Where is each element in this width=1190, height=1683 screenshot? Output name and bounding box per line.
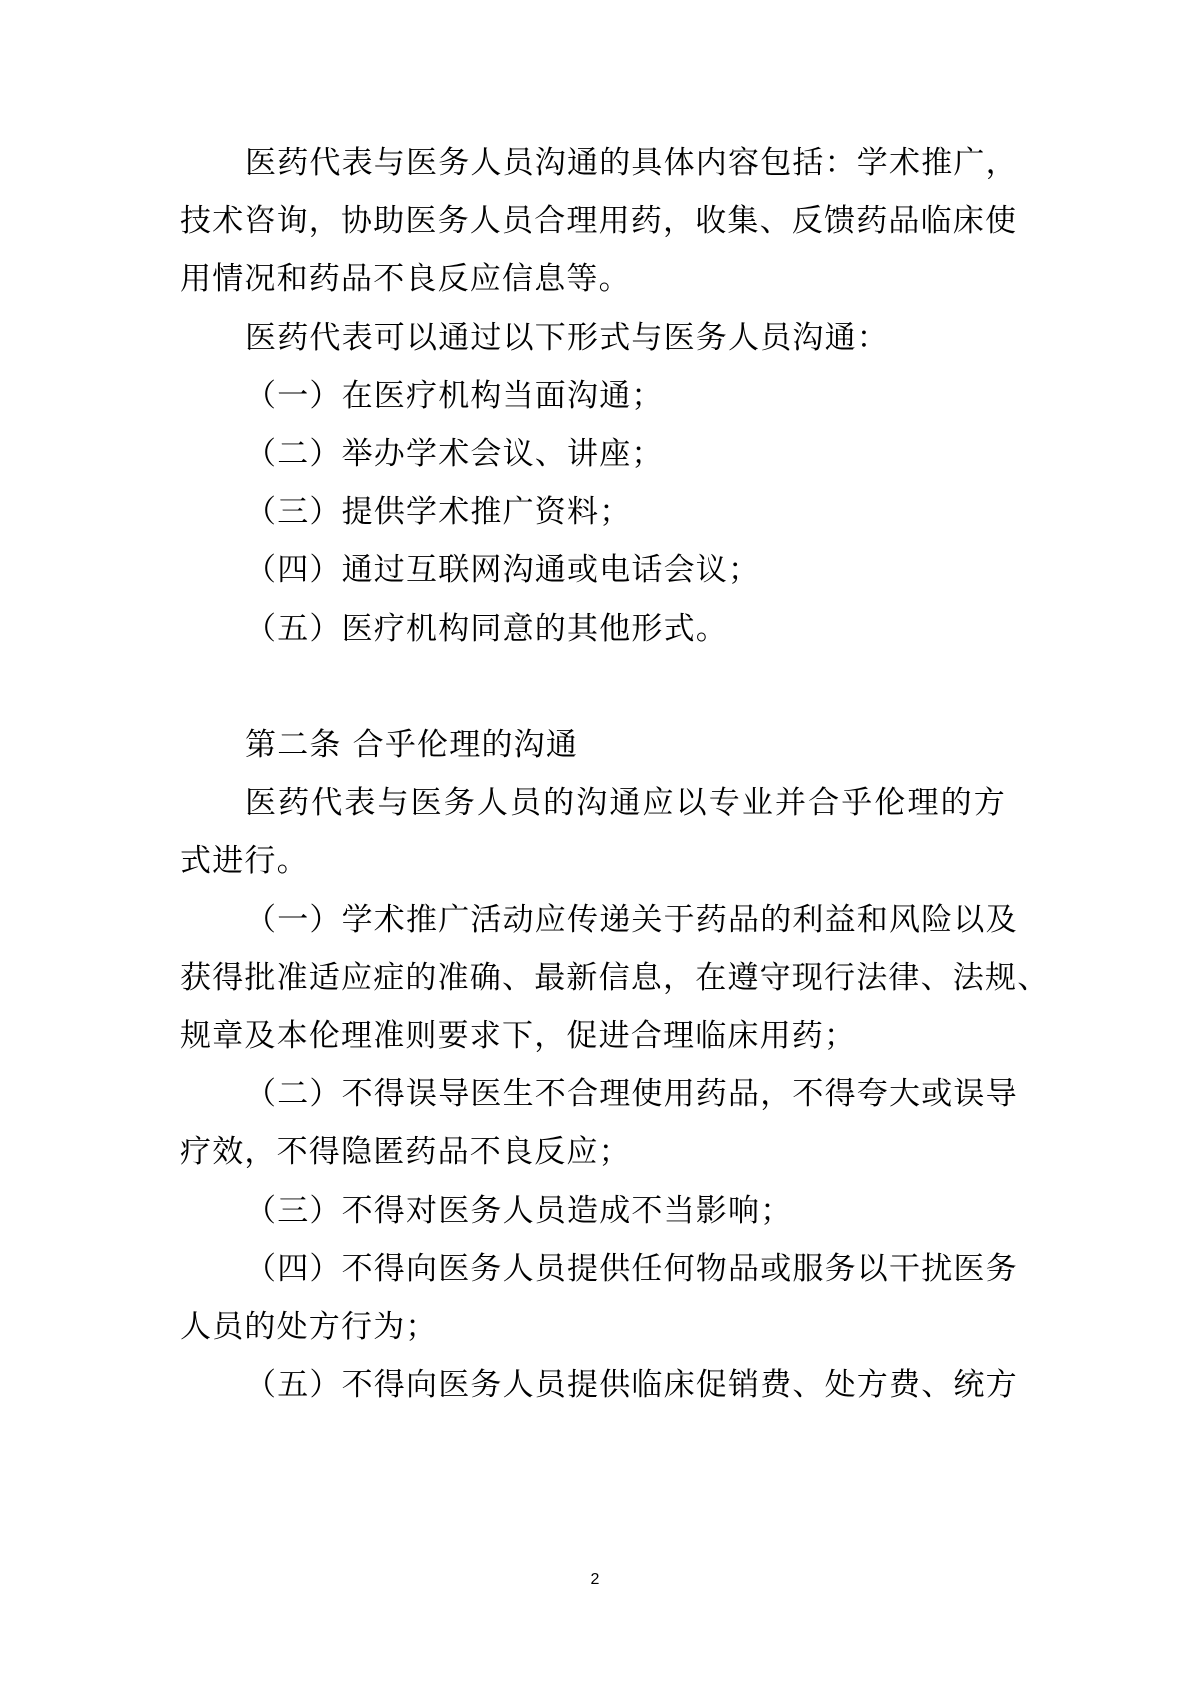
clause-line: 获得批准适应症的准确、最新信息，在遵守现行法律、法规、 [180,960,1050,996]
paragraph-line: 用情况和药品不良反应信息等。 [180,261,631,297]
list-item: （五）医疗机构同意的其他形式。 [245,611,728,647]
clause-line: （四）不得向医务人员提供任何物品或服务以干扰医务 [245,1251,1018,1287]
paragraph-line: 医药代表与医务人员沟通的具体内容包括：学术推广， [245,145,1018,181]
article-heading: 第二条 合乎伦理的沟通 [245,727,579,763]
page-number: 2 [590,1571,600,1588]
clause-line: 人员的处方行为； [180,1309,438,1345]
clause-line: （三）不得对医务人员造成不当影响； [245,1193,793,1229]
clause-line: 规章及本伦理准则要求下，促进合理临床用药； [180,1018,857,1054]
paragraph-line: 医药代表与医务人员的沟通应以专业并合乎伦理的方 [245,785,1006,821]
clause-line: （二）不得误导医生不合理使用药品，不得夸大或误导 [245,1076,1018,1112]
clause-line: （五）不得向医务人员提供临床促销费、处方费、统方 [245,1367,1018,1403]
clause-line: （一）学术推广活动应传递关于药品的利益和风险以及 [245,902,1018,938]
clause-line: 疗效，不得隐匿药品不良反应； [180,1134,631,1170]
paragraph-line: 式进行。 [180,843,309,879]
list-item: （四）通过互联网沟通或电话会议； [245,552,761,588]
list-item: （三）提供学术推广资料； [245,494,632,530]
list-item: （一）在医疗机构当面沟通； [245,378,664,414]
paragraph-line: 技术咨询，协助医务人员合理用药，收集、反馈药品临床使 [180,203,1018,239]
paragraph-line: 医药代表可以通过以下形式与医务人员沟通： [245,320,889,356]
list-item: （二）举办学术会议、讲座； [245,436,664,472]
